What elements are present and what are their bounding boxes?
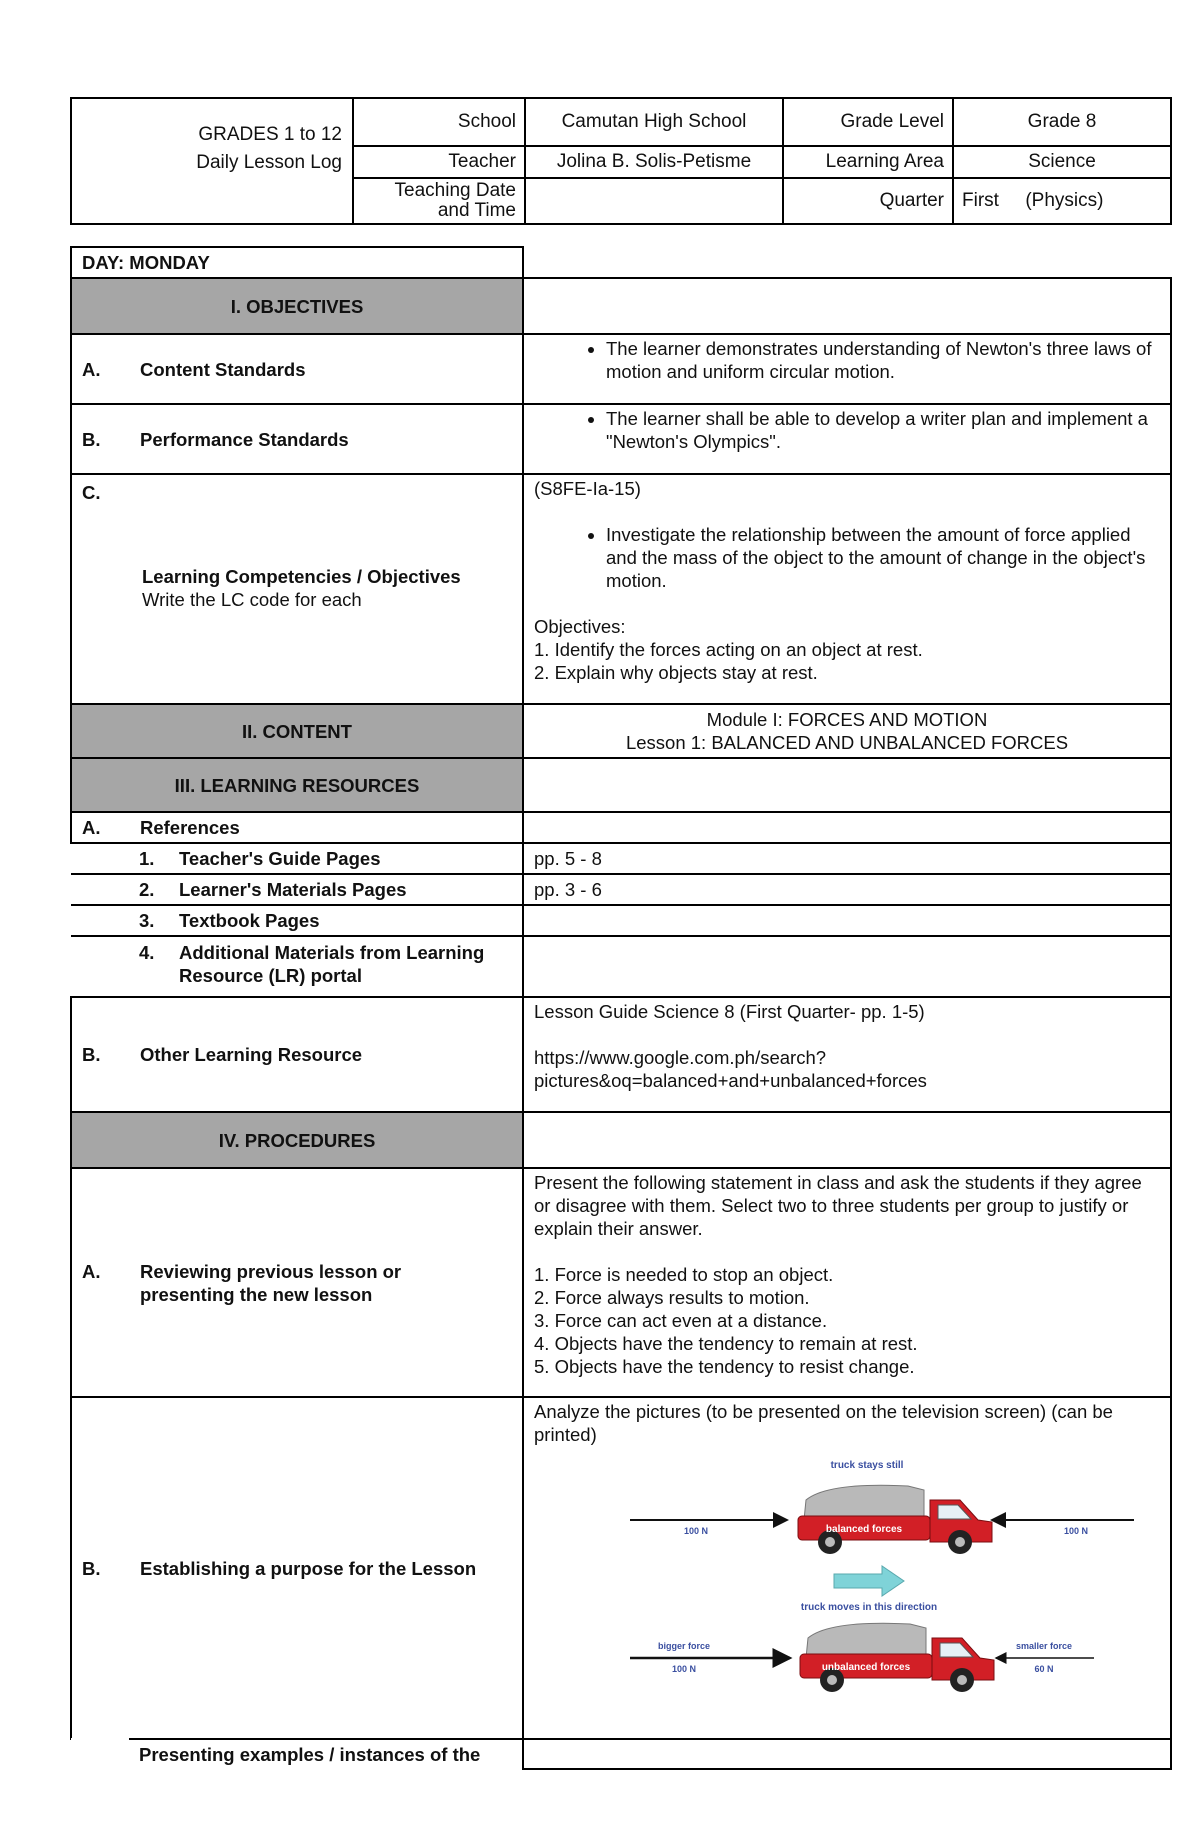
content-module: Module I: FORCES AND MOTION bbox=[706, 709, 988, 730]
references-text: References bbox=[140, 817, 240, 838]
learning-competencies-value bbox=[523, 474, 1171, 704]
reviewing-lesson-value bbox=[523, 1168, 1171, 1397]
presenting-examples-label bbox=[71, 1739, 523, 1769]
objectives-blank bbox=[523, 278, 1171, 334]
quarter-value: First (Physics) bbox=[953, 178, 1171, 224]
purpose-instruction: Analyze the pictures (to be presented on the television screen) (can be printed) bbox=[534, 1401, 1113, 1445]
other-resource-value bbox=[523, 997, 1171, 1112]
title-line-2: Daily Lesson Log bbox=[196, 152, 342, 173]
teachers-guide-text: Teacher's Guide Pages bbox=[179, 848, 381, 869]
reviewing-lesson-intro: Present the following statement in class and ask the students if they agree or disagree with them. Select two to three students per group to justify or explain their answer. bbox=[534, 1172, 1142, 1239]
performance-standards-value bbox=[523, 404, 1171, 474]
day-label: DAY: MONDAY bbox=[71, 247, 523, 278]
learning-area-label: Learning Area bbox=[783, 146, 953, 178]
performance-standards-letter: B. bbox=[82, 428, 101, 450]
textbook-pages-label bbox=[71, 905, 523, 936]
teaching-date-label-line-2: and Time bbox=[437, 200, 516, 221]
teachers-guide-value: pp. 5 - 8 bbox=[523, 843, 1171, 874]
references-label bbox=[71, 812, 523, 843]
other-resource-line-1: Lesson Guide Science 8 (First Quarter- pp. 1-5) bbox=[534, 1001, 925, 1022]
teachers-guide-label bbox=[71, 843, 523, 874]
learners-materials-number: 2. bbox=[139, 879, 155, 900]
learning-resources-heading: III. LEARNING RESOURCES bbox=[71, 758, 523, 812]
content-standards-text: Content Standards bbox=[140, 358, 306, 380]
content-standards-label bbox=[71, 334, 523, 404]
textbook-pages-text: Textbook Pages bbox=[179, 910, 320, 931]
learners-materials-text: Learner's Materials Pages bbox=[179, 879, 407, 900]
title-line-1: GRADES 1 to 12 bbox=[198, 124, 342, 145]
other-resource-letter: B. bbox=[82, 1044, 101, 1065]
reviewing-lesson-text-2: presenting the new lesson bbox=[140, 1283, 373, 1305]
learning-competencies-letter: C. bbox=[82, 482, 101, 503]
lc-bullet: • Investigate the relationship between the amount of force applied and the mass of the object to the amount of change in the object's motion. bbox=[606, 523, 1160, 592]
lc-objective-2: 2. Explain why objects stay at rest. bbox=[534, 662, 818, 683]
bottom-right-label: smaller force bbox=[1015, 1641, 1073, 1651]
additional-materials-number: 4. bbox=[139, 942, 155, 963]
school-value: Camutan High School bbox=[525, 98, 783, 146]
lc-objective-1: 1. Identify the forces acting on an object at rest. bbox=[534, 639, 923, 660]
bottom-truck bbox=[800, 1623, 994, 1692]
objectives-heading: I. OBJECTIVES bbox=[71, 278, 523, 334]
content-value bbox=[523, 704, 1171, 758]
lc-objectives-heading: Objectives: bbox=[534, 616, 626, 637]
bottom-left-label: bigger force bbox=[657, 1641, 711, 1651]
learners-materials-label bbox=[71, 874, 523, 905]
purpose-letter: B. bbox=[82, 1557, 101, 1579]
top-truck-hub-rear bbox=[825, 1537, 835, 1547]
learning-competencies-sublabel: Write the LC code for each bbox=[142, 589, 362, 610]
reviewing-lesson-letter: A. bbox=[82, 1260, 101, 1282]
lc-code: (S8FE-Ia-15) bbox=[534, 478, 641, 499]
learning-competencies-label bbox=[71, 474, 523, 704]
forces-figure bbox=[534, 1450, 1162, 1712]
bottom-right-force: 60 N bbox=[1034, 1664, 1054, 1674]
content-heading: II. CONTENT bbox=[71, 704, 523, 758]
other-resource-text: Other Learning Resource bbox=[140, 1044, 363, 1065]
grade-level-label: Grade Level bbox=[783, 98, 953, 146]
statement-1: 1. Force is needed to stop an object. bbox=[534, 1264, 834, 1285]
textbook-pages-number: 3. bbox=[139, 910, 155, 931]
bottom-truck-tarp bbox=[806, 1623, 926, 1658]
additional-materials-label bbox=[71, 936, 523, 997]
content-standards-value bbox=[523, 334, 1171, 404]
presenting-examples-text: Presenting examples / instances of the bbox=[139, 1744, 481, 1765]
purpose-value bbox=[523, 1397, 1171, 1739]
learning-area-value: Science bbox=[953, 146, 1171, 178]
top-left-force: 100 N bbox=[684, 1526, 709, 1536]
other-resource-label bbox=[71, 997, 523, 1112]
additional-materials-value bbox=[523, 936, 1171, 997]
additional-materials-text-2: Resource (LR) portal bbox=[179, 965, 362, 986]
day-blank bbox=[523, 247, 1171, 278]
teacher-label: Teacher bbox=[353, 146, 525, 178]
bottom-truck-hub-front bbox=[957, 1675, 967, 1685]
teaching-date-value bbox=[525, 178, 783, 224]
teachers-guide-number: 1. bbox=[139, 848, 155, 869]
reviewing-lesson-label bbox=[71, 1168, 523, 1397]
performance-standards-text: Performance Standards bbox=[140, 428, 349, 450]
bottom-caption: truck moves in this direction bbox=[800, 1602, 938, 1613]
content-standards-letter: A. bbox=[82, 358, 101, 380]
other-resource-link-1[interactable]: https://www.google.com.ph/search? bbox=[534, 1047, 827, 1068]
procedures-blank bbox=[523, 1112, 1171, 1168]
learning-competencies-text: Learning Competencies / Objectives bbox=[142, 566, 461, 587]
direction-arrow bbox=[834, 1566, 904, 1596]
references-letter: A. bbox=[82, 817, 101, 838]
statement-2: 2. Force always results to motion. bbox=[534, 1287, 810, 1308]
presenting-examples-value bbox=[523, 1739, 1171, 1769]
references-blank bbox=[523, 812, 1171, 843]
quarter-label: Quarter bbox=[783, 178, 953, 224]
bottom-truck-label: unbalanced forces bbox=[821, 1662, 911, 1673]
statement-5: 5. Objects have the tendency to resist change. bbox=[534, 1356, 915, 1377]
grade-level-value: Grade 8 bbox=[953, 98, 1171, 146]
learners-materials-value: pp. 3 - 6 bbox=[523, 874, 1171, 905]
procedures-heading: IV. PROCEDURES bbox=[71, 1112, 523, 1168]
statement-4: 4. Objects have the tendency to remain at rest. bbox=[534, 1333, 918, 1354]
teaching-date-label-line-1: Teaching Date bbox=[394, 180, 516, 201]
bottom-truck-hub-rear bbox=[827, 1675, 837, 1685]
header-table bbox=[70, 97, 1172, 225]
other-resource-link-2[interactable]: pictures&oq=balanced+and+unbalanced+forces bbox=[534, 1070, 927, 1091]
performance-standards-bullet: • The learner shall be able to develop a writer plan and implement a "Newton's Olympics". bbox=[606, 407, 1160, 453]
learning-resources-blank bbox=[523, 758, 1171, 812]
top-truck bbox=[798, 1485, 992, 1554]
log-title bbox=[71, 98, 353, 224]
bottom-left-force: 100 N bbox=[671, 1664, 697, 1674]
top-caption: truck stays still bbox=[830, 1460, 904, 1471]
content-lesson: Lesson 1: BALANCED AND UNBALANCED FORCES bbox=[625, 732, 1069, 753]
top-truck-hub-front bbox=[955, 1537, 965, 1547]
top-right-force: 100 N bbox=[1064, 1526, 1089, 1536]
additional-materials-text-1: Additional Materials from Learning bbox=[179, 942, 485, 963]
school-label: School bbox=[353, 98, 525, 146]
teaching-date-label bbox=[353, 178, 525, 224]
reviewing-lesson-text-1: Reviewing previous lesson or bbox=[140, 1260, 402, 1282]
top-truck-label: balanced forces bbox=[825, 1524, 903, 1535]
purpose-text: Establishing a purpose for the Lesson bbox=[140, 1557, 477, 1579]
performance-standards-label bbox=[71, 404, 523, 474]
textbook-pages-value bbox=[523, 905, 1171, 936]
top-truck-tarp bbox=[804, 1485, 924, 1520]
content-standards-bullet: • The learner demonstrates understanding of Newton's three laws of motion and uniform circular motion. bbox=[606, 337, 1160, 383]
purpose-label bbox=[71, 1397, 523, 1739]
teacher-value: Jolina B. Solis-Petisme bbox=[525, 146, 783, 178]
statement-3: 3. Force can act even at a distance. bbox=[534, 1310, 828, 1331]
lesson-table bbox=[70, 246, 1172, 1770]
